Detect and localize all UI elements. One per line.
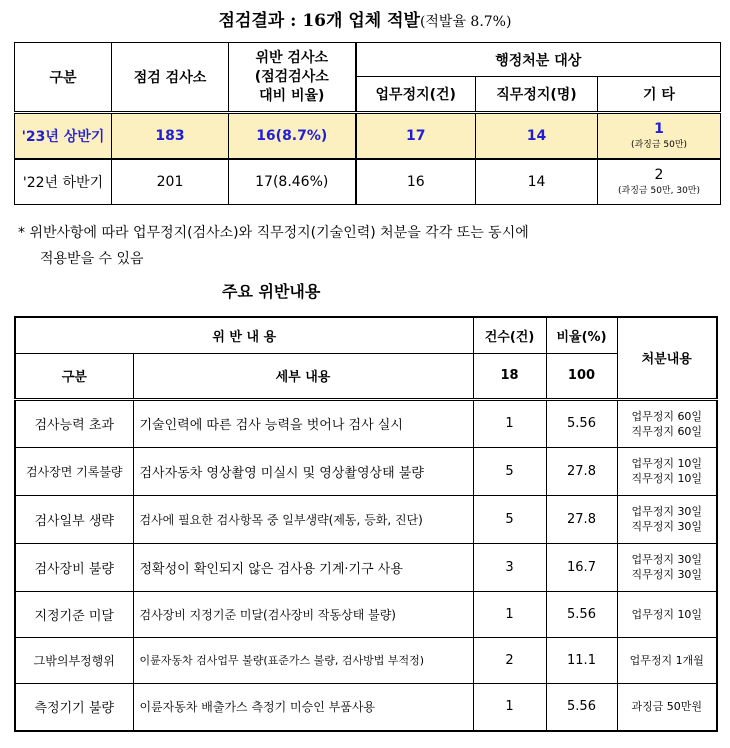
inspection-results-table xyxy=(14,42,721,205)
row-ratio: 5.56 xyxy=(546,399,617,447)
row-disposition-1: 업무정지 60일 xyxy=(631,409,703,423)
header-violation-l3: 대비 비율) xyxy=(259,87,325,104)
row-ratio: 5.56 xyxy=(546,683,617,731)
row-category: 지정기준 미달 xyxy=(15,591,133,637)
row-disposition: 업무정지 1개월 xyxy=(617,637,717,683)
header-suspend-business: 업무정지(건) xyxy=(356,77,476,113)
table-row xyxy=(15,495,717,543)
table-row xyxy=(15,683,717,731)
page-title xyxy=(0,6,730,31)
row-disposition xyxy=(617,543,717,591)
row-detail: 이륜자동차 검사업무 불량(표준가스 불량, 검사방법 부적정) xyxy=(133,637,473,683)
row-count: 3 xyxy=(473,543,546,591)
header-category: 구분 xyxy=(15,43,112,113)
header-disposition: 처분내용 xyxy=(617,317,717,399)
header-total-ratio: 100 xyxy=(546,353,617,399)
header-category: 구분 xyxy=(15,353,133,399)
header-ratio: 비율(%) xyxy=(546,317,617,353)
table-row xyxy=(15,543,717,591)
violation-details-table xyxy=(14,316,718,732)
row-disposition-1: 업무정지 10일 xyxy=(631,457,703,470)
section-title: 주요 위반내용 xyxy=(222,282,321,301)
row-ratio: 27.8 xyxy=(546,495,617,543)
row-count: 1 xyxy=(473,591,546,637)
header-admin: 행정처분 대상 xyxy=(356,43,721,77)
row-other-note: (과징금 50만, 30만) xyxy=(618,186,700,197)
row-disposition-1: 업무정지 30일 xyxy=(631,553,703,566)
row-count: 2 xyxy=(473,637,546,683)
row-other-value: 1 xyxy=(654,121,664,138)
row-disposition xyxy=(617,447,717,495)
footnote-line2: 적용받을 수 있음 xyxy=(40,251,144,267)
table-row xyxy=(15,591,717,637)
table-row xyxy=(15,159,721,205)
row-disposition-2: 직무정지 60일 xyxy=(631,424,703,438)
row-ratio: 5.56 xyxy=(546,591,617,637)
table-row xyxy=(15,399,717,447)
row-detail: 기술인력에 따른 검사 능력을 벗어나 검사 실시 xyxy=(133,399,473,447)
row-detail: 이륜자동차 배출가스 측정기 미승인 부품사용 xyxy=(133,683,473,731)
row-disposition xyxy=(617,399,717,447)
footnote xyxy=(18,220,718,272)
row-suspend-business: 16 xyxy=(356,159,476,205)
row-detail: 검사장비 지정기준 미달(검사장비 작동상태 불량) xyxy=(133,591,473,637)
row-other-note: (과징금 50만) xyxy=(630,140,688,151)
row-ratio: 11.1 xyxy=(546,637,617,683)
row-disposition-2: 직무정지 30일 xyxy=(631,520,703,533)
row-period: '23년 상반기 xyxy=(15,113,112,159)
title-sub: (적발율 8.7%) xyxy=(419,14,512,30)
row-count: 1 xyxy=(473,399,546,447)
header-detail: 세부 내용 xyxy=(133,353,473,399)
row-violation: 17(8.46%) xyxy=(229,159,356,205)
row-disposition-1: 업무정지 30일 xyxy=(631,505,703,518)
row-category: 검사능력 초과 xyxy=(15,399,133,447)
header-violation-l2: (점검검사소 xyxy=(254,68,329,85)
row-category: 측정기기 불량 xyxy=(15,683,133,731)
row-suspend-duty: 14 xyxy=(476,113,598,159)
table-row xyxy=(15,113,721,159)
header-total-count: 18 xyxy=(473,353,546,399)
header-count: 건수(건) xyxy=(473,317,546,353)
row-category: 검사장비 불량 xyxy=(15,543,133,591)
row-disposition: 업무정지 10일 xyxy=(617,591,717,637)
row-other-value: 2 xyxy=(654,167,664,184)
header-other: 기 타 xyxy=(598,77,721,113)
row-category: 검사장면 기록불량 xyxy=(15,447,133,495)
row-suspend-duty: 14 xyxy=(476,159,598,205)
header-violation xyxy=(229,43,356,113)
header-suspend-duty: 직무정지(명) xyxy=(476,77,598,113)
row-other xyxy=(598,113,721,159)
row-disposition-2: 직무정지 10일 xyxy=(631,472,703,485)
header-inspected: 점검 검사소 xyxy=(112,43,229,113)
row-disposition: 과징금 50만원 xyxy=(617,683,717,731)
row-count: 1 xyxy=(473,683,546,731)
row-count: 5 xyxy=(473,495,546,543)
row-count: 5 xyxy=(473,447,546,495)
header-violation-l1: 위반 검사소 xyxy=(255,49,328,66)
table-row xyxy=(15,447,717,495)
row-ratio: 27.8 xyxy=(546,447,617,495)
row-category: 그밖의부정행위 xyxy=(15,637,133,683)
row-other xyxy=(598,159,721,205)
row-detail: 검사자동차 영상촬영 미실시 및 영상촬영상태 불량 xyxy=(133,447,473,495)
row-category: 검사일부 생략 xyxy=(15,495,133,543)
row-ratio: 16.7 xyxy=(546,543,617,591)
row-suspend-business: 17 xyxy=(356,113,476,159)
table-row xyxy=(15,637,717,683)
row-inspected: 201 xyxy=(112,159,229,205)
header-violation-content: 위 반 내 용 xyxy=(15,317,473,353)
title-main: 점검결과 : 16개 업체 적발 xyxy=(218,11,420,31)
row-violation: 16(8.7%) xyxy=(229,113,356,159)
row-period: '22년 하반기 xyxy=(15,159,112,205)
row-disposition-2: 직무정지 30일 xyxy=(631,568,703,581)
footnote-line1: * 위반사항에 따라 업무정지(검사소)와 직무정지(기술인력) 처분을 각각 또는 동시에 xyxy=(18,225,529,241)
row-disposition xyxy=(617,495,717,543)
row-inspected: 183 xyxy=(112,113,229,159)
row-detail: 검사에 필요한 검사항목 중 일부생략(제동, 등화, 진단) xyxy=(133,495,473,543)
row-detail: 정확성이 확인되지 않은 검사용 기계·기구 사용 xyxy=(133,543,473,591)
